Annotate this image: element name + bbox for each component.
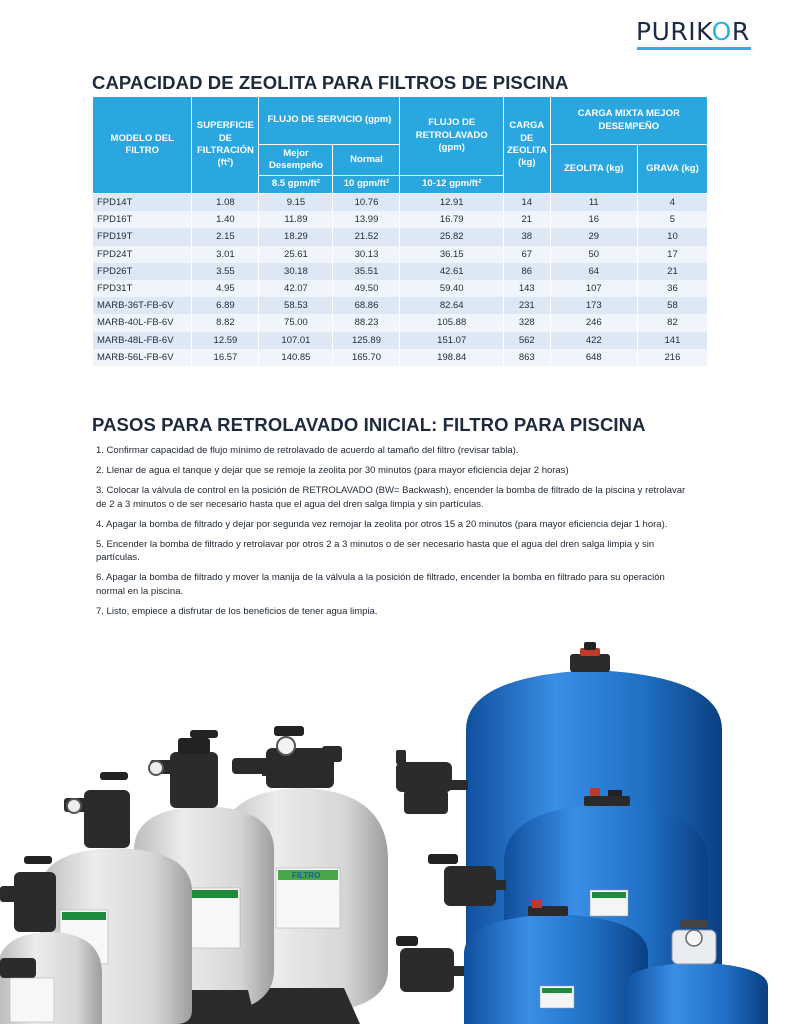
cell-mixed-gravel: 216 xyxy=(637,349,707,366)
table-row xyxy=(93,211,708,228)
cell-zeolite-load: 562 xyxy=(503,332,550,349)
pool-filters-illustration xyxy=(0,640,786,1024)
steps-title: PASOS PARA RETROLAVADO INICIAL: FILTRO PARA PISCINA xyxy=(92,414,646,435)
cell-mixed-zeolite: 246 xyxy=(550,314,637,331)
cell-mixed-gravel: 10 xyxy=(637,228,707,245)
tank-label-text: FILTRO xyxy=(292,871,321,880)
cell-normal-flow: 68.86 xyxy=(333,297,400,314)
table-row xyxy=(93,332,708,349)
cell-model: FPD16T xyxy=(93,211,192,228)
logo-accent-letter: O xyxy=(711,17,732,46)
cell-normal-flow: 13.99 xyxy=(333,211,400,228)
cell-best-flow: 11.89 xyxy=(259,211,333,228)
cell-best-flow: 42.07 xyxy=(259,280,333,297)
cell-backwash-flow: 25.82 xyxy=(400,228,504,245)
cell-mixed-zeolite: 64 xyxy=(550,263,637,280)
cell-model: MARB-40L-FB-6V xyxy=(93,314,192,331)
cell-zeolite-load: 67 xyxy=(503,246,550,263)
cell-surface: 12.59 xyxy=(192,332,259,349)
cell-mixed-zeolite: 16 xyxy=(550,211,637,228)
cell-normal-flow: 125.89 xyxy=(333,332,400,349)
cell-backwash-flow: 198.84 xyxy=(400,349,504,366)
step-item: 6. Apagar la bomba de filtrado y mover la manija de la válvula a la posición de filtrado, encender la bomba en filtrado para su operación normal en la piscina. xyxy=(96,572,665,597)
table-row xyxy=(93,314,708,331)
cell-zeolite-load: 14 xyxy=(503,194,550,212)
cell-backwash-flow: 36.15 xyxy=(400,246,504,263)
cell-model: FPD26T xyxy=(93,263,192,280)
cell-model: MARB-36T-FB-6V xyxy=(93,297,192,314)
multiport-valve xyxy=(396,750,468,814)
header-backwash-flow: FLUJO DE RETROLAVADO (gpm) xyxy=(400,97,504,176)
cell-mixed-zeolite: 107 xyxy=(550,280,637,297)
cell-surface: 6.89 xyxy=(192,297,259,314)
step-item: 3. Colocar la válvula de control en la posición de RETROLAVADO (BW= Backwash), encender la bomba de filtrado de la piscina y retrolavar de 2 a 3 minutos o de ser necesario hasta que el agua del dren salga limpia y sin partículas. xyxy=(96,485,686,510)
table-row xyxy=(93,297,708,314)
cell-mixed-gravel: 36 xyxy=(637,280,707,297)
cell-model: MARB-48L-FB-6V xyxy=(93,332,192,349)
cell-normal-flow: 88.23 xyxy=(333,314,400,331)
header-best-rate: 8.5 gpm/ft² xyxy=(259,176,333,194)
zeolite-capacity-table xyxy=(92,96,708,366)
table-row xyxy=(93,349,708,366)
step-item: 2. Llenar de agua el tanque y dejar que se remoje la zeolita por 30 minutos (para mayor eficiencia dejar 2 horas) xyxy=(96,465,569,476)
cell-backwash-flow: 151.07 xyxy=(400,332,504,349)
header-mixed-load: CARGA MIXTA MEJOR DESEMPEÑO xyxy=(550,97,707,145)
table-row xyxy=(93,246,708,263)
cell-mixed-gravel: 141 xyxy=(637,332,707,349)
cell-zeolite-load: 38 xyxy=(503,228,550,245)
cell-normal-flow: 10.76 xyxy=(333,194,400,212)
cell-best-flow: 9.15 xyxy=(259,194,333,212)
cell-normal-flow: 21.52 xyxy=(333,228,400,245)
cell-mixed-zeolite: 648 xyxy=(550,349,637,366)
cell-surface: 2.15 xyxy=(192,228,259,245)
cell-model: FPD14T xyxy=(93,194,192,212)
cell-best-flow: 107.01 xyxy=(259,332,333,349)
cell-mixed-zeolite: 11 xyxy=(550,194,637,212)
cell-surface: 4.95 xyxy=(192,280,259,297)
cell-backwash-flow: 42.61 xyxy=(400,263,504,280)
step-item: 4. Apagar la bomba de filtrado y dejar por segunda vez remojar la zeolita por otros 15 a 20 minutos (para mayor eficiencia dejar 1 hora). xyxy=(96,518,668,530)
cell-best-flow: 140.85 xyxy=(259,349,333,366)
header-backwash-rate: 10-12 gpm/ft² xyxy=(400,176,504,194)
cell-backwash-flow: 59.40 xyxy=(400,280,504,297)
cell-mixed-gravel: 17 xyxy=(637,246,707,263)
cell-mixed-gravel: 58 xyxy=(637,297,707,314)
cell-normal-flow: 49.50 xyxy=(333,280,400,297)
step-item: 5. Encender la bomba de filtrado y retrolavar por otros 2 a 3 minutos o de ser necesario hasta que el agua del dren salga limpia y sin partículas. xyxy=(96,538,655,563)
cell-mixed-zeolite: 50 xyxy=(550,246,637,263)
cell-model: FPD19T xyxy=(93,228,192,245)
cell-best-flow: 75.00 xyxy=(259,314,333,331)
cell-mixed-gravel: 82 xyxy=(637,314,707,331)
cell-mixed-zeolite: 422 xyxy=(550,332,637,349)
table-row xyxy=(93,228,708,245)
header-zeolite: ZEOLITA (kg) xyxy=(550,145,637,194)
step-item: 7. Listo, empiece a disfrutar de los beneficios de tener agua limpia. xyxy=(96,605,378,617)
cell-surface: 3.01 xyxy=(192,246,259,263)
cell-surface: 1.40 xyxy=(192,211,259,228)
logo-text xyxy=(636,16,754,48)
cell-best-flow: 30.18 xyxy=(259,263,333,280)
cell-surface: 3.55 xyxy=(192,263,259,280)
cell-model: MARB-56L-FB-6V xyxy=(93,349,192,366)
cell-surface: 1.08 xyxy=(192,194,259,212)
cell-surface: 8.82 xyxy=(192,314,259,331)
table-title: CAPACIDAD DE ZEOLITA PARA FILTROS DE PISCINA xyxy=(92,72,569,93)
cell-model: FPD24T xyxy=(93,246,192,263)
purikor-logo xyxy=(636,16,754,48)
multiport-valve xyxy=(396,936,464,992)
logo-text-end: R xyxy=(731,17,750,46)
logo-text-main: PURIK xyxy=(636,17,712,46)
cell-zeolite-load: 863 xyxy=(503,349,550,366)
table-row xyxy=(93,194,708,212)
header-gravel: GRAVA (kg) xyxy=(637,145,707,194)
cell-best-flow: 58.53 xyxy=(259,297,333,314)
cell-backwash-flow: 16.79 xyxy=(400,211,504,228)
logo-underline xyxy=(637,47,751,50)
header-best-performance: Mejor Desempeño xyxy=(259,145,333,176)
table-row xyxy=(93,263,708,280)
cell-surface: 16.57 xyxy=(192,349,259,366)
table-row xyxy=(93,280,708,297)
cell-model: FPD31T xyxy=(93,280,192,297)
step-item: 1. Confirmar capacidad de flujo mínimo de retrolavado de acuerdo al tamaño del filtro (revisar tabla). xyxy=(96,445,519,456)
cell-normal-flow: 165.70 xyxy=(333,349,400,366)
cell-backwash-flow: 105.88 xyxy=(400,314,504,331)
cell-best-flow: 25.61 xyxy=(259,246,333,263)
header-zeolite-load: CARGA DE ZEOLITA (kg) xyxy=(503,97,550,194)
header-surface: SUPERFICIE DE FILTRACIÓN (ft²) xyxy=(192,97,259,194)
cell-zeolite-load: 328 xyxy=(503,314,550,331)
cell-mixed-gravel: 5 xyxy=(637,211,707,228)
cell-normal-flow: 30.13 xyxy=(333,246,400,263)
cell-mixed-gravel: 4 xyxy=(637,194,707,212)
cell-backwash-flow: 82.64 xyxy=(400,297,504,314)
cell-zeolite-load: 21 xyxy=(503,211,550,228)
header-normal: Normal xyxy=(333,145,400,176)
cell-normal-flow: 35.51 xyxy=(333,263,400,280)
cell-zeolite-load: 231 xyxy=(503,297,550,314)
cell-mixed-zeolite: 29 xyxy=(550,228,637,245)
cell-best-flow: 18.29 xyxy=(259,228,333,245)
cell-zeolite-load: 143 xyxy=(503,280,550,297)
backwash-steps-list xyxy=(96,444,696,625)
header-model: MODELO DEL FILTRO xyxy=(93,97,192,194)
cell-zeolite-load: 86 xyxy=(503,263,550,280)
header-normal-rate: 10 gpm/ft² xyxy=(333,176,400,194)
cell-mixed-zeolite: 173 xyxy=(550,297,637,314)
cell-backwash-flow: 12.91 xyxy=(400,194,504,212)
cell-mixed-gravel: 21 xyxy=(637,263,707,280)
header-service-flow: FLUJO DE SERVICIO (gpm) xyxy=(259,97,400,145)
